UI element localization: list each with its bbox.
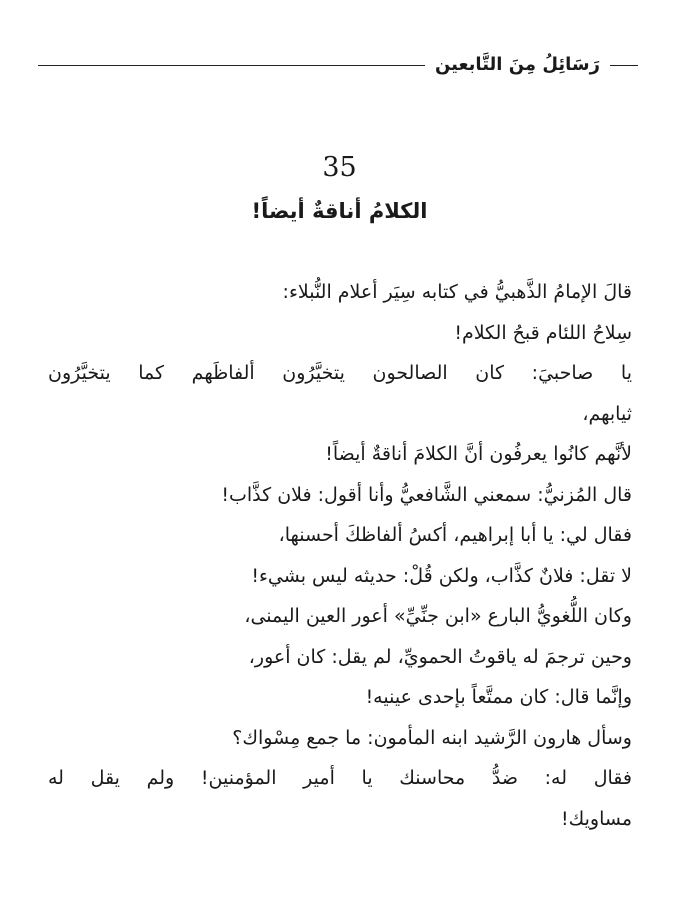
text-line: مساويك! [560,807,632,830]
text-line: قالَ الإمامُ الذَّهبيُّ في كتابه سِيَر أعلام النُّبلاء: [282,281,632,303]
text-line: وإنَّما قال: كان ممتَّعاً بإحدى عينيه! [365,686,632,708]
text-line: فقال لي: يا أبا إبراهيم، أكسُ ألفاظكَ أحسنها، [278,524,632,546]
header-rule-long [38,65,425,66]
text-line: سِلاحُ اللئام قبحُ الكلام! [454,321,632,344]
body-text [48,272,632,839]
chapter-title: الكلامُ أناقةٌ أيضاً! [251,199,428,223]
text-line: ثيابهم، [582,402,632,425]
text-line: لا تقل: فلانٌ كذَّاب، ولكن قُلْ: حديثه ليس بشيء! [251,564,632,587]
running-header [38,52,638,78]
book-title: رَسَائِلُ مِنَ التَّابعين [434,54,600,75]
text-line: وسأل هارون الرَّشيد ابنه المأمون: ما جمع مِسْواك؟ [232,726,632,749]
text-line: لأنَّهم كانُوا يعرفُون أنَّ الكلامَ أناقةٌ أيضاً! [325,443,632,465]
text-line: قال المُزنيُّ: سمعني الشَّافعيُّ وأنا أقول: فلان كذَّاب! [221,483,632,506]
text-line: وحين ترجمَ له ياقوتُ الحمويِّ، لم يقل: كان أعور، [248,645,632,668]
chapter-number: 35 [322,152,357,183]
text-line: فقال له: ضدُّ محاسنك يا أمير المؤمنين! ولم يقل له [48,767,632,789]
header-rule-short [610,65,638,66]
text-line: وكان اللُّغويُّ البارع «ابن جنِّيِّ» أعور العين اليمنى، [244,605,632,627]
text-line: يا صاحبيَ: كان الصالحون يتخيَّرُون ألفاظَهم كما يتخيَّرُون [48,362,632,384]
